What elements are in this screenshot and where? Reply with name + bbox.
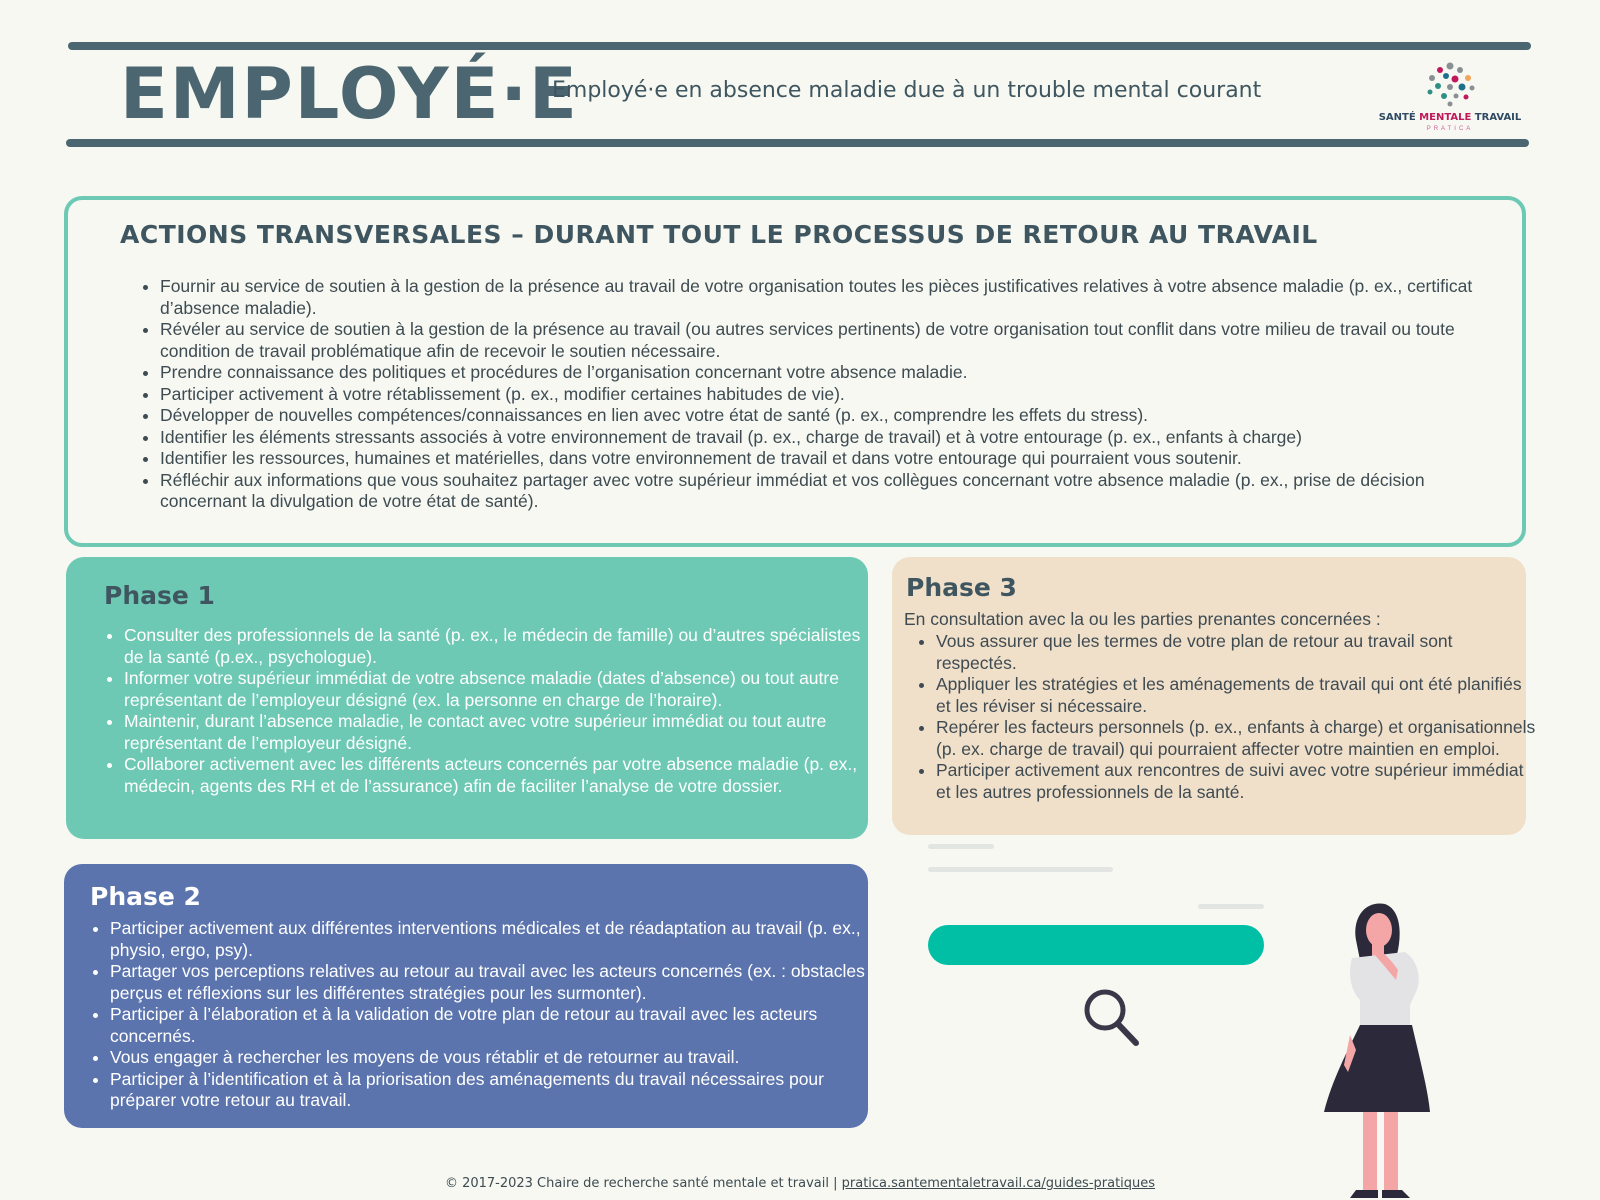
transversal-title: ACTIONS TRANSVERSALES – DURANT TOUT LE PROCESSUS DE RETOUR AU TRAVAIL: [120, 220, 1318, 249]
search-icon: [1087, 992, 1136, 1043]
footer-copyright: © 2017-2023 Chaire de recherche santé mentale et travail |: [444, 1176, 842, 1191]
phase-3-card: [892, 557, 1536, 835]
list-item: • Partager vos perceptions relatives au retour au travail avec les acteurs concernés (ex. : obstacles perçus et réflexions sur les différentes stratégies pour les surmonter).: [110, 961, 870, 1004]
placeholder-line: [928, 867, 1113, 872]
list-item: • Participer activement aux différentes interventions médicales et de réadaptation au travail (p. ex., physio, ergo, psy).: [110, 918, 870, 961]
list-item: • Participer à l’identification et à la priorisation des aménagements du travail nécessaires pour préparer votre retour au travail.: [110, 1069, 870, 1112]
phase-3-title: Phase 3: [906, 573, 1017, 602]
logo: [1370, 62, 1530, 137]
phase-2-list: [90, 918, 870, 1112]
phase-2-card: [64, 864, 868, 1128]
list-item: • Participer à l’élaboration et à la validation de votre plan de retour au travail avec les acteurs concernés.: [110, 1004, 870, 1047]
placeholder-line: [928, 844, 994, 849]
list-item: • Vous assurer que les termes de votre plan de retour au travail sont respectés.: [936, 631, 1536, 674]
logo-name: SANTÉ MENTALE TRAVAIL: [1378, 112, 1522, 123]
search-bar-illustration: [928, 925, 1264, 965]
list-item: • Identifier les éléments stressants associés à votre environnement de travail (p. ex., charge de travail) et à votre entourage (p. ex., enfants à charge): [160, 427, 1490, 449]
list-item: • Maintenir, durant l’absence maladie, le contact avec votre supérieur immédiat ou tout autre représentant de l’employeur désigné.: [124, 711, 864, 754]
list-item: • Participer activement aux rencontres de suivi avec votre supérieur immédiat et les autres professionnels de la santé.: [936, 760, 1536, 803]
header-bottom-rule: [66, 139, 1529, 147]
list-item: • Repérer les facteurs personnels (p. ex., enfants à charge) et organisationnels (p. ex. charge de travail) qui pourraient affecter votre maintien en emploi.: [936, 717, 1536, 760]
footer-link[interactable]: pratica.santementaletravail.ca/guides-pratiques: [841, 1176, 1156, 1191]
list-item: • Collaborer activement avec les différents acteurs concernés par votre absence maladie (p. ex., médecin, agents des RH et de l’assurance) afin de faciliter l’analyse de votre dossier.: [124, 754, 864, 797]
list-item: • Vous engager à rechercher les moyens de vous rétablir et de retourner au travail.: [110, 1047, 870, 1069]
phase-2-title: Phase 2: [90, 882, 201, 911]
list-item: • Révéler au service de soutien à la gestion de la présence au travail (ou autres services pertinents) de votre organisation tout conflit dans votre milieu de travail ou toute condition de travail problématique afin de recevoir le soutien nécessaire.: [160, 319, 1490, 362]
logo-subtitle: PRATICA: [1426, 126, 1474, 132]
woman-thinking-illustration: [1324, 903, 1430, 1198]
list-item: • Informer votre supérieur immédiat de votre absence maladie (dates d’absence) ou tout autre représentant de l’employeur désigné (ex. la personne en charge de l’horaire).: [124, 668, 864, 711]
list-item: • Consulter des professionnels de la santé (p. ex., le médecin de famille) ou d’autres spécialistes de la santé (p.ex., psychologue).: [124, 625, 864, 668]
illustration: [920, 840, 1480, 1200]
page-title: EMPLOYÉ·E: [120, 53, 579, 135]
transversal-actions-card: [64, 196, 1526, 547]
page-subtitle: Employé·e en absence maladie due à un trouble mental courant: [552, 78, 1262, 103]
list-item: • Appliquer les stratégies et les aménagements de travail qui ont été planifiés et les réviser si nécessaire.: [936, 674, 1536, 717]
footer: [0, 1176, 1600, 1191]
transversal-list: [140, 276, 1490, 513]
list-item: • Prendre connaissance des politiques et procédures de l’organisation concernant votre absence maladie.: [160, 362, 1490, 384]
header-top-rule: [68, 42, 1531, 50]
placeholder-line: [1198, 904, 1264, 909]
logo-dots-icon: [1422, 62, 1478, 108]
list-item: • Identifier les ressources, humaines et matérielles, dans votre environnement de travail et dans votre entourage qui pourraient vous soutenir.: [160, 448, 1490, 470]
list-item: • Participer activement à votre rétablissement (p. ex., modifier certaines habitudes de vie).: [160, 384, 1490, 406]
phase-3-intro: En consultation avec la ou les parties prenantes concernées :: [904, 609, 1381, 629]
phase-3-list: [904, 631, 1536, 803]
phase-1-list: [104, 625, 864, 797]
list-item: • Fournir au service de soutien à la gestion de la présence au travail de votre organisation toutes les pièces justificatives relatives à votre absence maladie (p. ex., certificat d’absence maladie).: [160, 276, 1490, 319]
phase-1-card: [66, 557, 868, 839]
list-item: • Développer de nouvelles compétences/connaissances en lien avec votre état de santé (p. ex., comprendre les effets du stress).: [160, 405, 1490, 427]
list-item: • Réfléchir aux informations que vous souhaitez partager avec votre supérieur immédiat et vos collègues concernant votre absence maladie (p. ex., prise de décision concernant la divulgation de votre état de santé).: [160, 470, 1490, 513]
phase-1-title: Phase 1: [104, 581, 215, 610]
